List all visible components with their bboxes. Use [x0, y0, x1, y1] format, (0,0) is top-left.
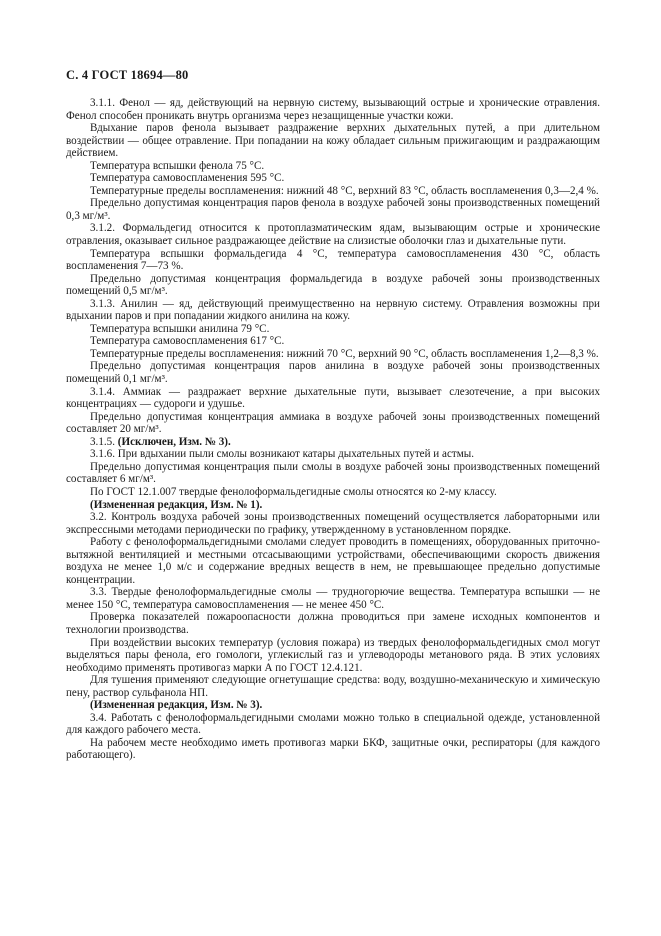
paragraph: 3.1.3. Анилин — яд, действующий преимущественно на нервную систему. Отравления возможны при вдыхании паров и при попадании жидкого анилина на кожу.: [66, 297, 600, 323]
paragraph: Предельно допустимая концентрация аммиака в воздухе рабочей зоны производственных помещений составляет 20 мг/м³.: [66, 410, 600, 436]
paragraph: 3.3. Твердые фенолоформальдегидные смолы — трудногорючие вещества. Температура вспышки — не менее 150 °С, температура самовоспламенения — не менее 450 °С.: [66, 586, 600, 611]
paragraph: 3.2. Контроль воздуха рабочей зоны производственных помещений осуществляется лабораторными или экспрессными методами периодически по графику, утвержденному в установленном порядке.: [66, 511, 600, 536]
paragraph: Температурные пределы воспламенения: нижний 70 °С, верхний 90 °С, область воспламенения 1,2—8,3 %.: [90, 347, 599, 360]
document-body: [66, 97, 600, 762]
paragraph: На рабочем месте необходимо иметь противогаз марки БКФ, защитные очки, респираторы (для каждого работающего).: [66, 736, 600, 762]
paragraph: При воздействии высоких температур (условия пожара) из твердых фенолоформальдегидных смол могут выделяться пары фенола, его гомологи, углекислый газ и углеводороды метанового ряда. В этих условиях необходимо применять противогаз марки А по ГОСТ 12.4.121.: [66, 636, 600, 674]
paragraph: Предельно допустимая концентрация паров фенола в воздухе рабочей зоны производственных помещений 0,3 мг/м³.: [66, 197, 600, 222]
paragraph: 3.4. Работать с фенолоформальдегидными смолами можно только в специальной одежде, установленной для каждого рабочего места.: [66, 711, 600, 737]
paragraph: Температура самовоспламенения 617 °С.: [90, 335, 285, 348]
paragraph: 3.1.6. При вдыхании пыли смолы возникают катары дыхательных путей и астмы.: [90, 448, 474, 461]
paragraph: Вдыхание паров фенола вызывает раздражение верхних дыхательных путей, а при длительном воздействии — общее отравление. При попадании на кожу обладает сильным прижигающим и раздражающим действием.: [66, 122, 600, 160]
paragraph: Проверка показателей пожароопасности должна проводиться при замене исходных компонентов и технологии производства.: [66, 611, 600, 636]
edit-note: (Измененная редакция, Изм. № 3).: [90, 699, 263, 712]
paragraph: Предельно допустимая концентрация формальдегида в воздухе рабочей зоны производственных помещений 0,5 мг/м³.: [66, 272, 600, 298]
edit-note: (Измененная редакция, Изм. № 1).: [90, 498, 263, 511]
page-header: С. 4 ГОСТ 18694—80: [66, 68, 189, 82]
note-excluded-text: (Исключен, Изм. № 3).: [117, 435, 231, 448]
paragraph: Температура вспышки анилина 79 °С.: [90, 322, 270, 335]
paragraph: По ГОСТ 12.1.007 твердые фенолоформальдегидные смолы относятся ко 2-му классу.: [90, 485, 497, 498]
paragraph: Температурные пределы воспламенения: нижний 48 °С, верхний 83 °С, область воспламенения 0,3—2,4 %.: [90, 184, 599, 197]
paragraph: Работу с фенолоформальдегидными смолами следует проводить в помещениях, оборудованных приточно-вытяжной вентиляцией и местными отсасывающими устройствами, обеспечивающими скорость движения воздуха не менее 1,0 м/с и содержание вредных веществ в нем, не превышающее предельно допустимые концентрации.: [66, 536, 600, 586]
paragraph: Для тушения применяют следующие огнетушащие средства: воду, воздушно-механическую и химическую пену, раствор сульфанола НП.: [66, 674, 600, 699]
paragraph: Температура вспышки формальдегида 4 °С, температура самовоспламенения 430 °С, область воспламенения 7—73 %.: [66, 247, 600, 273]
paragraph: 3.1.2. Формальдегид относится к протоплазматическим ядам, вызывающим острые и хронические отравления, оказывает сильное раздражающее действие на слизистые оболочки глаз и дыхательные пути.: [66, 222, 600, 248]
paragraph: Температура самовоспламенения 595 °С.: [90, 172, 285, 185]
paragraph: 3.1.1. Фенол — яд, действующий на нервную систему, вызывающий острые и хронические отравления. Фенол способен проникать внутрь организма через незащищенные участки кожи.: [66, 97, 600, 122]
paragraph: Предельно допустимая концентрация паров анилина в воздухе рабочей зоны производственных помещений 0,1 мг/м³.: [66, 360, 600, 386]
paragraph: Предельно допустимая концентрация пыли смолы в воздухе рабочей зоны производственных помещений составляет 6 мг/м³.: [66, 460, 600, 486]
paragraph: 3.1.4. Аммиак — раздражает верхние дыхательные пути, вызывает слезотечение, а при высоких концентрациях — судороги и удушье.: [66, 385, 600, 411]
note-number: 3.1.5.: [90, 435, 115, 448]
note-excluded: [66, 436, 600, 449]
paragraph: Температура вспышки фенола 75 °С.: [90, 159, 265, 172]
